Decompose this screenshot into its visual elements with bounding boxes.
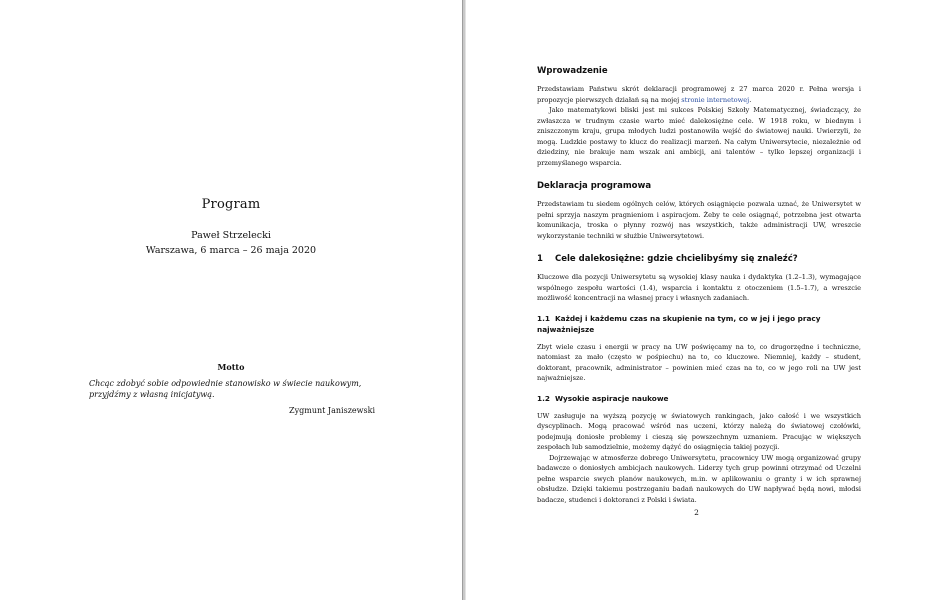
section-1-number: 1 — [537, 254, 543, 264]
content-page — [466, 0, 927, 600]
intro-paragraph-1 — [537, 84, 861, 105]
subsection-1-1-number: 1.1 — [537, 313, 550, 323]
subsection-1-2-title: Wysokie aspiracje naukowe — [555, 393, 669, 403]
intro-text-after-link: . — [749, 95, 752, 104]
intro-heading: Wprowadzenie — [537, 66, 608, 76]
motto-label: Motto — [217, 362, 245, 372]
section-1-title: Cele dalekosiężne: gdzie chcielibyśmy się znaleźć? — [555, 254, 798, 264]
section-1-paragraph: Kluczowe dla pozycji Uniwersytetu są wysokiej klasy nauka i dydaktyka (1.2–1.3), wymagające wspólnego zespołu wartości (1.4), wsparcia i kontaktu z otoczeniem (1.5–1.7), a wreszcie możliwość koncentracji na własnej pracy i własnych zadaniach. — [537, 273, 861, 302]
subsection-1-1-heading — [537, 313, 861, 335]
section-1-heading — [537, 253, 861, 265]
document-title: Program — [201, 197, 261, 212]
page-number: 2 — [694, 508, 699, 517]
subsection-1-2-heading — [537, 393, 861, 404]
author-name: Paweł Strzelecki — [191, 230, 271, 241]
website-link[interactable]: stronie internetowej — [681, 95, 750, 104]
motto-author: Zygmunt Janiszewski — [289, 406, 375, 415]
page-body — [537, 65, 861, 505]
subsection-1-2-paragraph-1: UW zasługuje na wyższą pozycję w światowych rankingach, jako całość i we wszystkich dyscyplinach. Mogą pracować wśród nas uczeni, którzy należą do światowej czołówki, podejmują doniosłe problemy i cieszą się powszechnym uznaniem. Pracując w większych zespołach lub samodzielnie, możemy dążyć do osiągnięcia takiej pozycji. — [537, 411, 861, 451]
intro-text-before-link: Przedstawiam Państwu skrót deklaracji programowej z 27 marca 2020 r. Pełna wersja i propozycje pierwszych działań są na mojej — [537, 85, 861, 104]
declaration-heading: Deklaracja programowa — [537, 181, 652, 191]
declaration-paragraph: Przedstawiam tu siedem ogólnych celów, których osiągnięcie pozwala uznać, że Uniwersytet w pełni sprzyja naszym pragnieniom i aspiracjom. Żeby te cele osiągnąć, potrzebna jest otwarta komunikacja, troska o płynny rozwój nas wszystkich, także administracji UW, wreszcie wykorzystanie techniki w służbie Uniwersytetowi. — [537, 200, 861, 240]
motto-quote: Chcąc zdobyć sobie odpowiednie stanowisko w świecie naukowym, przyjdźmy z własną inicjatywą. — [89, 379, 362, 399]
subsection-1-2-number: 1.2 — [537, 393, 550, 403]
subsection-1-1-title: Każdej i każdemu czas na skupienie na tym, co w jej i jego pracy najważniejsze — [537, 313, 821, 334]
title-page — [0, 0, 462, 600]
intro-paragraph-2: Jako matematykowi bliski jest mi sukces Polskiej Szkoły Matematycznej, świadczący, że zwłaszcza w trudnym czasie warto mieć dalekosiężne cele. W 1918 roku, w biednym i zniszczonym kraju, grupa młodych ludzi postanowiła wejść do światowej nauki. Uwierzyli, że mogą. Ludzkie postawy to klucz do realizacji marzeń. Na całym Uniwersytecie, niezależnie od dziedziny, nie brakuje nam wszak ani ambicji, ani talentów – tylko lepszej organizacji i przemyślanego wsparcia. — [537, 106, 861, 167]
subsection-1-1-paragraph: Zbyt wiele czasu i energii w pracy na UW poświęcamy na to, co drugorzędne i techniczne, natomiast za mało (często w pośpiechu) na to, co kluczowe. Niemniej, każdy – student, doktorant, pracownik, administrator – powinien mieć czas na to, co w jego roli na UW jest najważniejsze. — [537, 342, 861, 382]
date-line: Warszawa, 6 marca – 26 maja 2020 — [145, 245, 317, 256]
subsection-1-2-paragraph-2: Dojrzewając w atmosferze dobrego Uniwersytetu, pracownicy UW mogą organizować grupy badawcze o doniosłych ambicjach naukowych. Liderzy tych grup powinni otrzymać od Uczelni pełne wsparcie swych planów naukowych, m.in. w aplikowaniu o granty i w ich sprawnej obsłudze. Dzięki takiemu postrzeganiu badań naukowych do UW napływać będą nowi, młodsi badacze, studenci i doktoranci z Polski i świata. — [537, 453, 861, 504]
